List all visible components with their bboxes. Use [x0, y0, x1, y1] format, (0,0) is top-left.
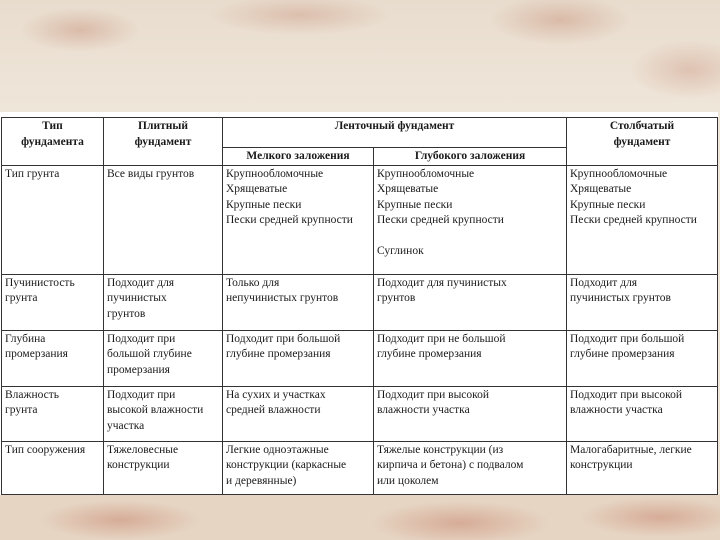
header-deep-depth: Глубокого заложения	[374, 148, 567, 166]
deep-cell: Подходит при высокой влажности участка	[374, 386, 567, 441]
row-label: Влажность грунта	[2, 386, 104, 441]
header-shallow-depth: Мелкого заложения	[223, 148, 374, 166]
row-label: Тип сооружения	[2, 441, 104, 494]
background-brick-wall-top	[0, 0, 720, 110]
deep-cell: Тяжелые конструкции (из кирпича и бетона) с подвалом или цоколем	[374, 441, 567, 494]
plate-cell: Подходит при высокой влажности участка	[104, 386, 223, 441]
plate-cell: Все виды грунтов	[104, 165, 223, 274]
column-cell: Подходит для пучинистых грунтов	[567, 274, 718, 330]
header-foundation-type: Тип фундамента	[2, 118, 104, 166]
column-cell: Малогабаритные, легкие конструкции	[567, 441, 718, 494]
background-brick-wall-bottom	[0, 495, 720, 540]
shallow-cell: Легкие одноэтажные конструкции (каркасные и деревянные)	[223, 441, 374, 494]
column-cell: Крупнообломочные Хрящеватые Крупные пески Пески средней крупности	[567, 165, 718, 274]
table-row	[2, 386, 718, 441]
plate-cell: Подходит при большой глубине промерзания	[104, 330, 223, 386]
table-row	[2, 274, 718, 330]
shallow-cell: Только для непучинистых грунтов	[223, 274, 374, 330]
shallow-cell: Крупнообломочные Хрящеватые Крупные пески Пески средней крупности	[223, 165, 374, 274]
header-strip-foundation: Ленточный фундамент	[223, 118, 567, 148]
column-cell: Подходит при высокой влажности участка	[567, 386, 718, 441]
row-label: Пучинистость грунта	[2, 274, 104, 330]
column-cell: Подходит при большой глубине промерзания	[567, 330, 718, 386]
deep-cell: Подходит для пучинистых грунтов	[374, 274, 567, 330]
plate-cell: Подходит для пучинистых грунтов	[104, 274, 223, 330]
shallow-cell: Подходит при большой глубине промерзания	[223, 330, 374, 386]
row-label: Тип грунта	[2, 165, 104, 274]
row-label: Глубина промерзания	[2, 330, 104, 386]
deep-cell: Подходит при не большой глубине промерзания	[374, 330, 567, 386]
header-column-foundation: Столбчатый фундамент	[567, 118, 718, 166]
table-row	[2, 165, 718, 274]
table-row	[2, 330, 718, 386]
table-row	[2, 441, 718, 494]
deep-cell: Крупнообломочные Хрящеватые Крупные пески Пески средней крупности Суглинок	[374, 165, 567, 274]
shallow-cell: На сухих и участках средней влажности	[223, 386, 374, 441]
header-plate-foundation: Плитный фундамент	[104, 118, 223, 166]
plate-cell: Тяжеловесные конструкции	[104, 441, 223, 494]
foundation-comparison-table	[1, 117, 718, 495]
